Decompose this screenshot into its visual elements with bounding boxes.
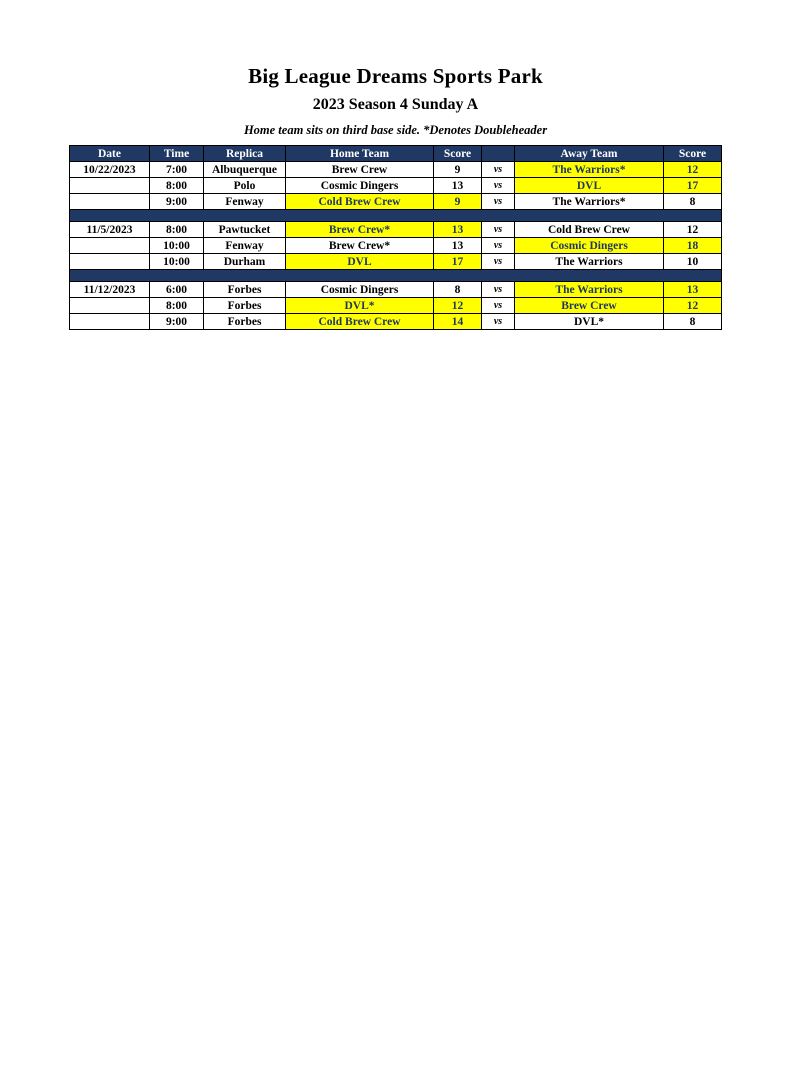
replica-cell: Fenway [204,194,286,210]
home-team-cell: DVL* [286,298,434,314]
time-cell: 9:00 [150,314,204,330]
time-cell: 6:00 [150,282,204,298]
replica-cell: Polo [204,178,286,194]
separator-cell [70,270,722,282]
home-score-cell: 9 [434,162,482,178]
time-cell: 10:00 [150,238,204,254]
table-row [70,238,722,254]
away-team-cell: Cosmic Dingers [515,238,664,254]
column-header: Away Team [515,146,664,162]
home-score-cell: 9 [434,194,482,210]
time-cell: 10:00 [150,254,204,270]
away-team-cell: The Warriors [515,282,664,298]
away-team-cell: The Warriors* [515,194,664,210]
time-cell: 9:00 [150,194,204,210]
replica-cell: Forbes [204,314,286,330]
home-team-cell: Cosmic Dingers [286,282,434,298]
page-title: Big League Dreams Sports Park [248,64,543,88]
vs-cell: vs [482,282,515,298]
table-row [70,222,722,238]
vs-cell: vs [482,162,515,178]
header-row [70,146,722,162]
time-cell: 8:00 [150,178,204,194]
table-row [70,162,722,178]
time-cell: 7:00 [150,162,204,178]
away-score-cell: 17 [664,178,722,194]
vs-cell: vs [482,314,515,330]
date-cell [70,178,150,194]
vs-cell: vs [482,238,515,254]
replica-cell: Fenway [204,238,286,254]
date-cell: 11/5/2023 [70,222,150,238]
separator-row [70,270,722,282]
separator-row [70,210,722,222]
schedule-table-header [70,146,722,162]
replica-cell: Forbes [204,282,286,298]
away-team-cell: DVL [515,178,664,194]
home-team-cell: Brew Crew [286,162,434,178]
date-cell [70,254,150,270]
column-header: Time [150,146,204,162]
vs-cell: vs [482,178,515,194]
home-score-cell: 17 [434,254,482,270]
table-row [70,194,722,210]
away-score-cell: 18 [664,238,722,254]
date-cell [70,298,150,314]
home-team-cell: DVL [286,254,434,270]
home-score-cell: 8 [434,282,482,298]
date-cell: 11/12/2023 [70,282,150,298]
away-score-cell: 12 [664,222,722,238]
column-header: Score [434,146,482,162]
away-team-cell: Brew Crew [515,298,664,314]
table-row [70,254,722,270]
time-cell: 8:00 [150,298,204,314]
away-team-cell: The Warriors* [515,162,664,178]
column-header [482,146,515,162]
replica-cell: Albuquerque [204,162,286,178]
away-team-cell: The Warriors [515,254,664,270]
away-score-cell: 8 [664,314,722,330]
table-row [70,178,722,194]
column-header: Score [664,146,722,162]
home-team-cell: Cold Brew Crew [286,314,434,330]
schedule-table-body [70,162,722,330]
page-subtitle: 2023 Season 4 Sunday A [312,96,479,113]
vs-cell: vs [482,298,515,314]
home-score-cell: 13 [434,222,482,238]
separator-cell [70,210,722,222]
date-cell [70,314,150,330]
home-team-cell: Brew Crew* [286,222,434,238]
home-score-cell: 13 [434,238,482,254]
date-cell: 10/22/2023 [70,162,150,178]
away-score-cell: 12 [664,162,722,178]
home-team-cell: Brew Crew* [286,238,434,254]
away-score-cell: 10 [664,254,722,270]
away-team-cell: DVL* [515,314,664,330]
replica-cell: Durham [204,254,286,270]
vs-cell: vs [482,222,515,238]
away-score-cell: 12 [664,298,722,314]
home-score-cell: 14 [434,314,482,330]
table-row [70,314,722,330]
table-row [70,282,722,298]
date-cell [70,238,150,254]
home-team-cell: Cold Brew Crew [286,194,434,210]
vs-cell: vs [482,254,515,270]
date-cell [70,194,150,210]
away-score-cell: 13 [664,282,722,298]
home-score-cell: 12 [434,298,482,314]
column-header: Home Team [286,146,434,162]
home-team-cell: Cosmic Dingers [286,178,434,194]
table-row [70,298,722,314]
replica-cell: Pawtucket [204,222,286,238]
column-header: Replica [204,146,286,162]
column-header: Date [70,146,150,162]
schedule-table [69,145,722,330]
page-note: Home team sits on third base side. *Denotes Doubleheader [243,123,548,137]
replica-cell: Forbes [204,298,286,314]
time-cell: 8:00 [150,222,204,238]
vs-cell: vs [482,194,515,210]
away-team-cell: Cold Brew Crew [515,222,664,238]
home-score-cell: 13 [434,178,482,194]
away-score-cell: 8 [664,194,722,210]
